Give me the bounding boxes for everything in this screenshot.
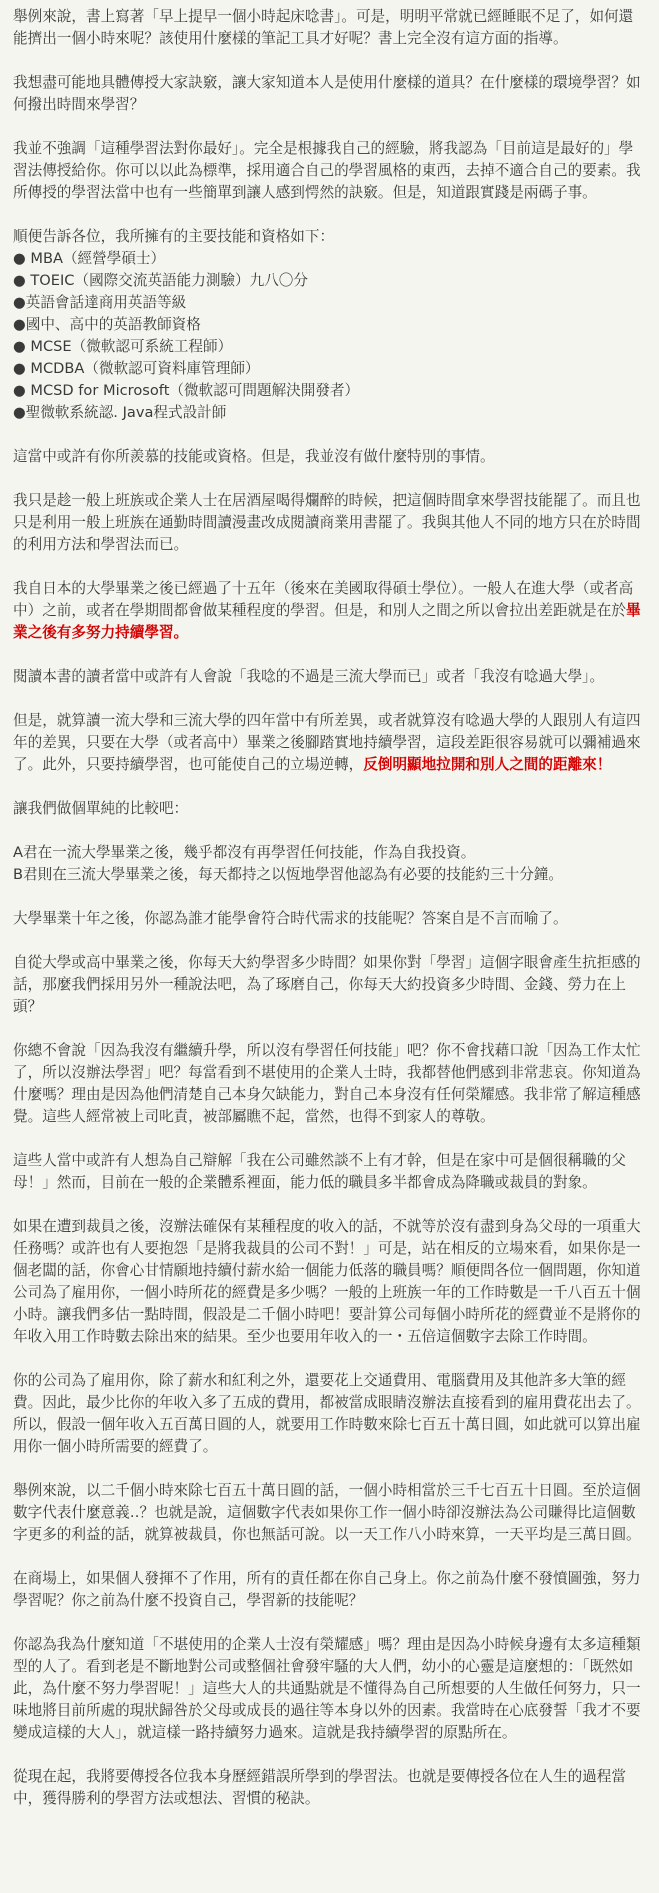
skill-item: ● MCDBA（微軟認可資料庫管理師） bbox=[13, 360, 260, 377]
comparison-b: B君則在三流大學畢業之後，每天都持之以恆地學習他認為有必要的技能約三十分鐘。 bbox=[13, 866, 563, 883]
paragraph-6-text: 我自日本的大學畢業之後已經過了十五年（後來在美國取得碩士學位）。一般人在進大學（或者高中）之前，或者在學期間都會做某種程度的學習。但是，和別人之間之所以會拉出差距就是在於 bbox=[13, 580, 634, 619]
paragraph-11: 自從大學或高中畢業之後，你每天大約學習多少時間？如果你對「學習」這個字眼會產生抗拒感的話，那麼我們採用另外一種說法吧，為了琢磨自己，你每天大約投資多少時間、金錢、勞力在上頭？ bbox=[13, 954, 641, 1015]
skill-item: ●國中、高中的英語教師資格 bbox=[13, 316, 201, 333]
skill-item: ● MCSD for Microsoft（微軟認可問題解決開發者） bbox=[13, 382, 360, 399]
paragraph-18: 你認為我為什麼知道「不堪使用的企業人士沒有榮耀感」嗎？理由是因為小時候身邊有太多這種類型的人了。看到老是不斷地對公司或整個社會發牢騷的大人們，幼小的心靈是這麼想的：「既然如此，為什麼不努力學習呢！」這些大人的共通點就是不懂得為自己所想要的人生做任何努力，只一味地將目前所處的現狀歸咎於父母或成長的過往等本身以外的因素。我當時在心底發誓「我才不要變成這樣的大人」，就這樣一路持續努力過來。這就是我持續學習的原點所在。 bbox=[13, 1636, 641, 1741]
paragraph-12: 你總不會說「因為我沒有繼續升學，所以沒有學習任何技能」吧？你不會找藉口說「因為工作太忙了，所以沒辦法學習」吧？每當看到不堪使用的企業人士時，我都替他們感到非常悲哀。你知道為什麼嗎？理由是因為他們清楚自己本身欠缺能力，對自己本身沒有任何榮耀感。我非常了解這種感覺。這些人經常被上司叱責，被部屬瞧不起，當然，也得不到家人的尊敬。 bbox=[13, 1042, 641, 1125]
highlight-text: 反倒明顯地拉開和別人之間的距離來！ bbox=[363, 756, 612, 773]
comparison-a: A君在一流大學畢業之後，幾乎都沒有再學習任何技能，作為自我投資。 bbox=[13, 844, 476, 861]
paragraph-15: 你的公司為了雇用你，除了薪水和紅利之外，還要花上交通費用、電腦費用及其他許多大筆的經費。因此，最少比你的年收入多了五成的費用，都被當成眼睛沒辦法直接看到的雇用費花出去了。所以，假設一個年收入五百萬日圓的人，就要用工作時數來除七百五十萬日圓，如此就可以算出雇用你一個小時所需要的經費了。 bbox=[13, 1372, 641, 1455]
skill-item: ●英語會話達商用英語等級 bbox=[13, 294, 187, 311]
paragraph-4: 這當中或許有你所羨慕的技能或資格。但是，我並沒有做什麼特別的事情。 bbox=[13, 448, 495, 465]
skill-item: ● MBA（經營學碩士） bbox=[13, 250, 166, 267]
skills-intro: 順便告訴各位，我所擁有的主要技能和資格如下： bbox=[13, 228, 335, 245]
skill-item: ● MCSE（微軟認可系統工程師） bbox=[13, 338, 233, 355]
highlight-text: 畢業之後有多努力持續學習。 bbox=[13, 602, 641, 641]
paragraph-14: 如果在遭到裁員之後，沒辦法確保有某種程度的收入的話，不就等於沒有盡到身為父母的一項重大任務嗎？或許也有人要抱怨「是將我裁員的公司不對！」可是，站在相反的立場來看，如果你是一個老闆的話，你會心甘情願地持續付薪水給一個能力低落的職員嗎？順便問各位一個問題，你知道公司為了雇用你，一個小時所花的經費是多少嗎？一般的上班族一年的工作時數是一千八百五十個小時。讓我們多估一點時間，假設是二千個小時吧！要計算公司每個小時所花的經費並不是將你的年收入用工作時數去除出來的結果。至少也要用年收入的一・五倍這個數字去除工作時間。 bbox=[13, 1218, 641, 1345]
paragraph-17: 在商場上，如果個人發揮不了作用，所有的責任都在你自己身上。你之前為什麼不發憤圖強，努力學習呢？你之前為什麼不投資自己，學習新的技能呢？ bbox=[13, 1570, 641, 1609]
paragraph-10: 大學畢業十年之後，你認為誰才能學會符合時代需求的技能呢？答案自是不言而喻了。 bbox=[13, 910, 568, 927]
skill-item: ●聖微軟系統認. Java程式設計師 bbox=[13, 404, 227, 421]
paragraph-1: 舉例來說，書上寫著「早上提早一個小時起床唸書」。可是，明明平常就已經睡眠不足了，如何還能擠出一個小時來呢？該使用什麼樣的筆記工具才好呢？書上完全沒有這方面的指導。 bbox=[13, 8, 634, 47]
paragraph-8 bbox=[13, 710, 646, 776]
paragraph-3: 我並不強調「這種學習法對你最好」。完全是根據我自己的經驗，將我認為「目前這是最好的」學習法傳授給你。你可以以此為標準，採用適合自己的學習風格的東西，去掉不適合自己的要素。我所傳授的學習法當中也有一些簡單到讓人感到愕然的訣竅。但是，知道跟實踐是兩碼子事。 bbox=[13, 140, 641, 201]
paragraph-5: 我只是趁一般上班族或企業人士在居酒屋喝得爛醉的時候，把這個時間拿來學習技能罷了。而且也只是利用一般上班族在通勤時間讀漫畫改成閱讀商業用書罷了。我與其他人不同的地方只在於時間的利用方法和學習法而已。 bbox=[13, 492, 641, 553]
skill-item: ● TOEIC（國際交流英語能力測驗）九八〇分 bbox=[13, 272, 308, 289]
paragraph-9: 讓我們做個單純的比較吧： bbox=[13, 800, 189, 817]
paragraph-8-text: 但是，就算讀一流大學和三流大學的四年當中有所差異，或者就算沒有唸過大學的人跟別人有這四年的差異，只要在大學（或者高中）畢業之後腳踏實地持續學習，這段差距很容易就可以彌補過來了。此外，只要持續學習，也可能使自己的立場逆轉， bbox=[13, 712, 641, 773]
paragraph-13: 這些人當中或許有人想為自己辯解「我在公司雖然談不上有才幹，但是在家中可是個很稱職的父母！」然而，目前在一般的企業體系裡面，能力低的職員多半都會成為降職或裁員的對象。 bbox=[13, 1152, 626, 1191]
skills-list bbox=[13, 226, 646, 424]
paragraph-6 bbox=[13, 578, 646, 644]
paragraph-2: 我想盡可能地具體傳授大家訣竅，讓大家知道本人是使用什麼樣的道具？在什麼樣的環境學習？如何撥出時間來學習？ bbox=[13, 74, 641, 113]
paragraph-19: 從現在起，我將要傳授各位我本身歷經錯誤所學到的學習法。也就是要傳授各位在人生的過程當中，獲得勝利的學習方法或想法、習慣的秘訣。 bbox=[13, 1768, 626, 1807]
comparison bbox=[13, 842, 646, 886]
paragraph-7: 閱讀本書的讀者當中或許有人會說「我唸的不過是三流大學而已」或者「我沒有唸過大學」。 bbox=[13, 668, 605, 685]
paragraph-16: 舉例來說，以二千個小時來除七百五十萬日圓的話，一個小時相當於三千七百五十日圓。至於這個數字代表什麼意義‥？也就是說，這個數字代表如果你工作一個小時卻沒辦法為公司賺得比這個數字更多的利益的話，就算被裁員，你也無話可說。以一天工作八小時來算，一天平均是三萬日圓。 bbox=[13, 1482, 641, 1543]
